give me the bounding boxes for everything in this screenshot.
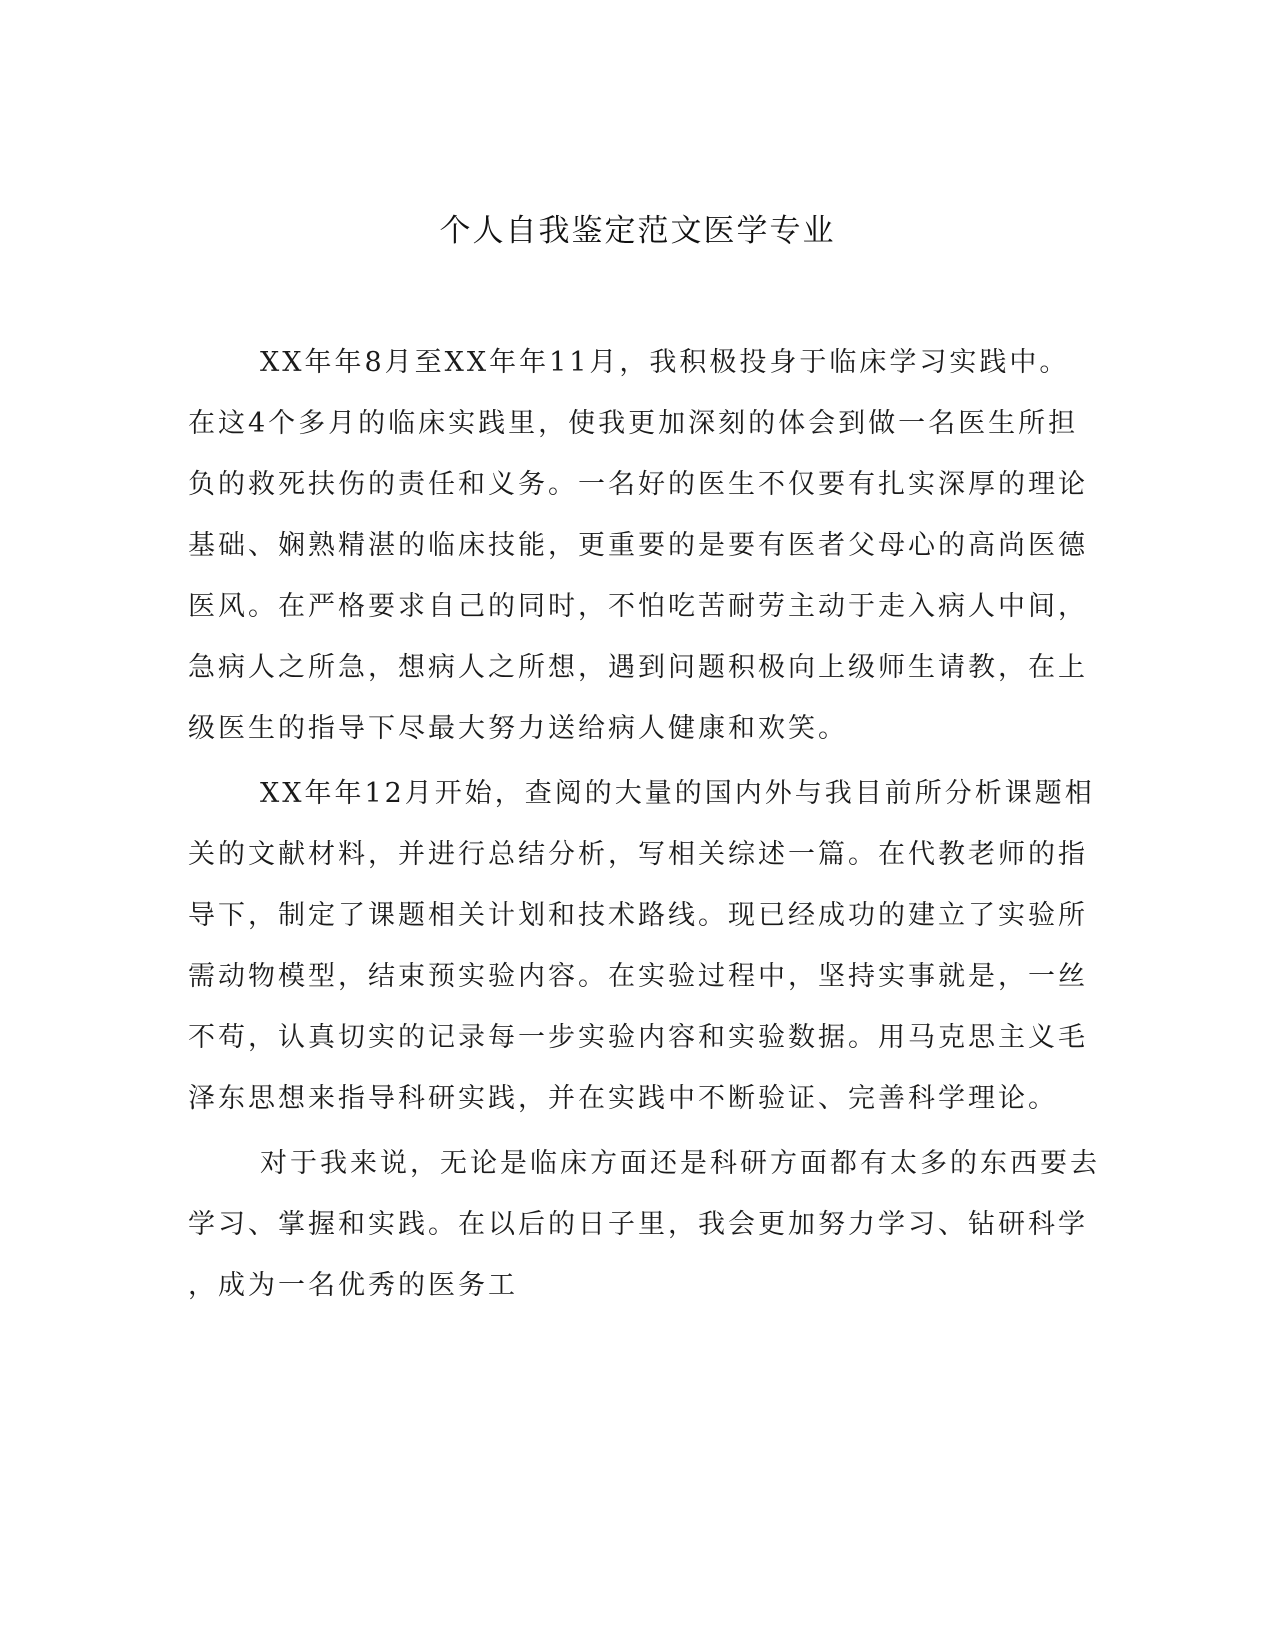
text-line: 泽东思想来指导科研实践，并在实践中不断验证、完善科学理论。 <box>188 1083 1058 1114</box>
text-line: 不苟，认真切实的记录每一步实验内容和实验数据。用马克思主义毛 <box>188 1022 1088 1053</box>
text-line: 学习、掌握和实践。在以后的日子里，我会更加努力学习、钻研科学 <box>188 1209 1088 1240</box>
document-body <box>188 332 1100 1320</box>
text-line: 级医生的指导下尽最大努力送给病人健康和欢笑。 <box>188 713 848 744</box>
document-title: 个人自我鉴定范文医学专业 <box>439 213 836 249</box>
text-line: 基础、娴熟精湛的临床技能，更重要的是要有医者父母心的高尚医德 <box>188 530 1088 561</box>
text-line: 医风。在严格要求自己的同时，不怕吃苦耐劳主动于走入病人中间， <box>188 591 1088 622</box>
text-line: ，成为一名优秀的医务工 <box>188 1270 518 1301</box>
text-line: 在这4个多月的临床实践里，使我更加深刻的体会到做一名医生所担 <box>188 408 1079 439</box>
text-line: XX年年8月至XX年年11月，我积极投身于临床学习实践中。 <box>260 347 1070 378</box>
text-line: 需动物模型，结束预实验内容。在实验过程中，坚持实事就是，一丝 <box>188 961 1088 992</box>
text-line: 关的文献材料，并进行总结分析，写相关综述一篇。在代教老师的指 <box>188 839 1088 870</box>
paragraph-1 <box>188 332 1088 759</box>
text-line: 导下，制定了课题相关计划和技术路线。现已经成功的建立了实验所 <box>188 900 1088 931</box>
text-line: XX年年12月开始，查阅的大量的国内外与我目前所分析课题相 <box>260 778 1095 809</box>
text-line: 对于我来说，无论是临床方面还是科研方面都有太多的东西要去 <box>260 1148 1100 1179</box>
text-line: 急病人之所急，想病人之所想，遇到问题积极向上级师生请教，在上 <box>188 652 1088 683</box>
paragraph-3 <box>188 1133 1100 1316</box>
text-line: 负的救死扶伤的责任和义务。一名好的医生不仅要有扎实深厚的理论 <box>188 469 1088 500</box>
paragraph-2 <box>188 763 1095 1129</box>
